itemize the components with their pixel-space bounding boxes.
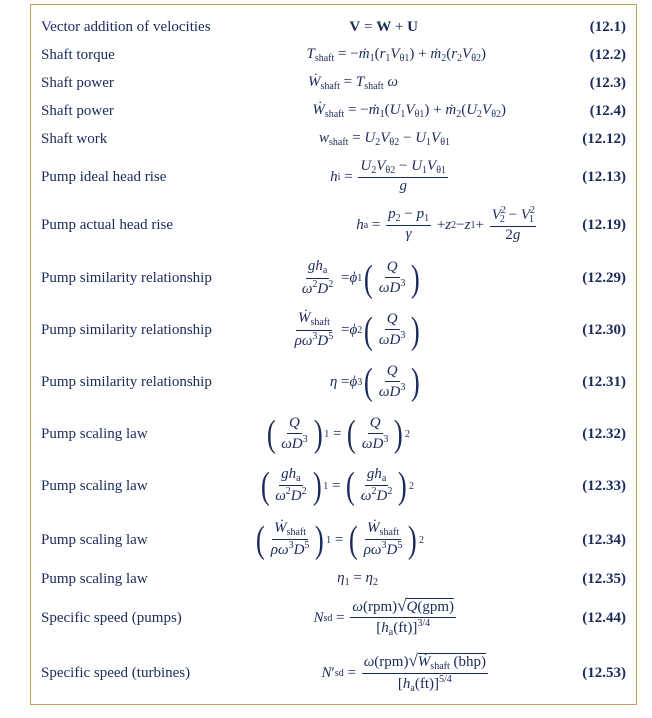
equation-label: Shaft power bbox=[41, 74, 114, 91]
equation-row bbox=[31, 411, 636, 457]
equation-number: (12.13) bbox=[582, 168, 626, 185]
equation-label: Vector addition of velocities bbox=[41, 18, 211, 35]
equation-number: (12.33) bbox=[582, 477, 626, 494]
equation-row bbox=[31, 595, 636, 641]
equation-number: (12.30) bbox=[582, 321, 626, 338]
equation-expression: η = ϕ 3 ( $\frac{Q}{\omega D^3}$ ) bbox=[329, 361, 421, 403]
equation-row bbox=[31, 43, 636, 67]
equation-expression: $\frac{Ẇ_{shaft}}{\rho\omega^3D^5}$ = ϕ 2 ( $\frac{Q}{\omega D^3}$ ) bbox=[294, 309, 421, 352]
equation-row bbox=[31, 359, 636, 405]
equation-number: (12.53) bbox=[582, 664, 626, 681]
equation-label: Pump ideal head rise bbox=[41, 168, 167, 185]
equation-label: Pump scaling law bbox=[41, 477, 148, 494]
equation-expression: h a = $\frac{p_2 - p_1}{\gamma}$ + z 2 − z 1 + $\frac{V^2_2 - V^2_1}{2g}$ bbox=[356, 204, 535, 244]
equation-number: (12.31) bbox=[582, 373, 626, 390]
equation-number: (12.44) bbox=[582, 609, 626, 626]
equation-expression: $w_{shaft} = U_2V_{\theta 2} - U_1V_{\theta 1}$ bbox=[318, 130, 450, 148]
equation-row bbox=[31, 515, 636, 565]
equation-expression: ( $\frac{Ẇ_{shaft}}{\rho\omega^3D^5}$ ) 1 = ( $\frac{Ẇ_{shaft}}{\rho\omega^3D^5}$ ) 2 bbox=[256, 519, 424, 561]
equation-label: Shaft power bbox=[41, 102, 114, 119]
equation-row bbox=[31, 127, 636, 151]
equation-number: (12.32) bbox=[582, 425, 626, 442]
equation-row bbox=[31, 203, 636, 247]
equation-number: (12.19) bbox=[582, 216, 626, 233]
equation-label: Shaft torque bbox=[41, 46, 115, 63]
equation-expression: ( $\frac{Q}{\omega D^3}$ ) 1 = ( $\frac{Q}{\omega D^3}$ ) 2 bbox=[266, 413, 410, 455]
equation-label: Pump scaling law bbox=[41, 531, 148, 548]
equation-row bbox=[31, 307, 636, 353]
equation-expression: V = W + U bbox=[349, 18, 418, 35]
equation-row bbox=[31, 99, 636, 123]
equation-number: (12.34) bbox=[582, 531, 626, 548]
equation-number: (12.29) bbox=[582, 269, 626, 286]
equation-row bbox=[31, 71, 636, 95]
equation-expression: N ′ sd = $\frac{\omega(rpm)√Ẇ_{shaft} (bhp)}{[h_a(ft)]^{5/4}}$ bbox=[321, 650, 486, 694]
equation-number: (12.35) bbox=[582, 570, 626, 587]
equation-label: Pump scaling law bbox=[41, 425, 148, 442]
equation-row bbox=[31, 155, 636, 199]
equation-row bbox=[31, 15, 636, 39]
equation-label: Pump similarity relationship bbox=[41, 321, 212, 338]
equation-expression: Ẇ$_{shaft}$ = $T_{shaft}$ ω bbox=[307, 74, 398, 92]
equation-number: (12.4) bbox=[589, 102, 626, 119]
equation-label: Shaft work bbox=[41, 130, 108, 147]
equation-number: (12.3) bbox=[589, 74, 626, 91]
equation-expression: $T_{shaft}$ = $-ṁ_1(r_1V_{\theta 1})$ + $ṁ_2(r_2V_{\theta 2})$ bbox=[306, 46, 486, 64]
equation-expression: h i = $\frac{U_2V_{\theta 2} - U_1V_{\theta 1}}{g}$ bbox=[330, 157, 446, 195]
equation-label: Specific speed (turbines) bbox=[41, 664, 191, 681]
equation-label: Pump similarity relationship bbox=[41, 269, 212, 286]
equation-number: (12.12) bbox=[582, 130, 626, 147]
equation-expression: $\eta_1 = \eta_2$ bbox=[337, 570, 378, 588]
equation-expression: Ẇ$_{shaft}$ = $-ṁ_1(U_1V_{\theta 1})$ + $ṁ_2(U_2V_{\theta 2})$ bbox=[312, 102, 506, 120]
equation-row bbox=[31, 463, 636, 509]
equation-row bbox=[31, 567, 636, 591]
equation-number: (12.1) bbox=[589, 18, 626, 35]
equation-summary-table bbox=[30, 4, 637, 705]
equation-number: (12.2) bbox=[589, 46, 626, 63]
equation-row bbox=[31, 649, 636, 697]
equation-expression: ( $\frac{gh_a}{\omega^2D^2}$ ) 1 = ( $\frac{gh_a}{\omega^2D^2}$ ) 2 bbox=[260, 465, 414, 507]
equation-label: Specific speed (pumps) bbox=[41, 609, 182, 626]
equation-row bbox=[31, 255, 636, 301]
equation-expression: $\frac{gh_a}{\omega^2D^2}$ = ϕ 1 ( $\frac{Q}{\omega D^3}$ ) bbox=[301, 257, 421, 300]
equation-label: Pump similarity relationship bbox=[41, 373, 212, 390]
equation-label: Pump actual head rise bbox=[41, 216, 174, 233]
equation-label: Pump scaling law bbox=[41, 570, 148, 587]
equation-expression: N sd = $\frac{\text{ω(rpm)√Q(gpm)}}{[h_a(ft)]^{3/4}}$ bbox=[313, 596, 454, 639]
